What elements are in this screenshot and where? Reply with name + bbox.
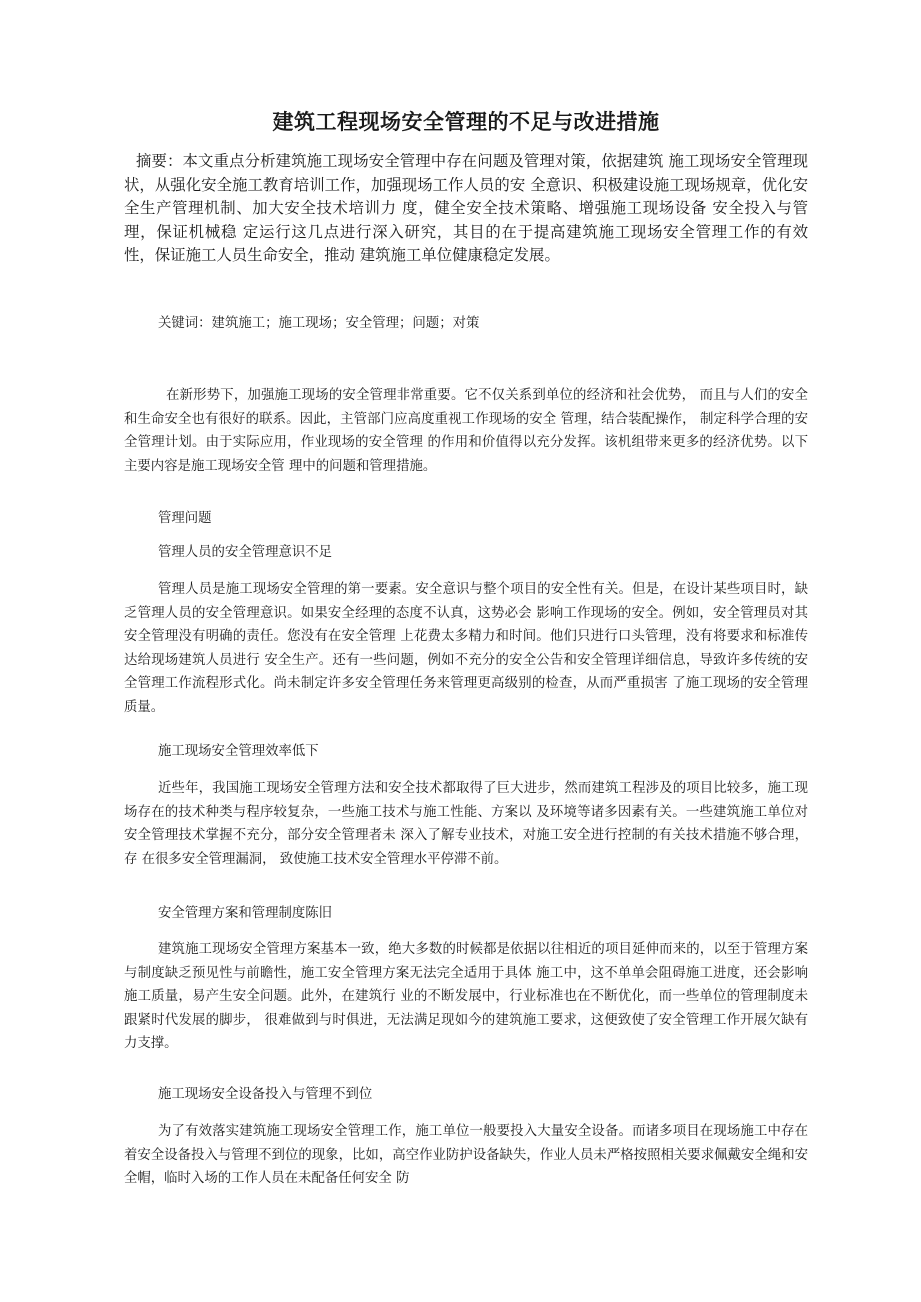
body-paragraph: 建筑施工现场安全管理方案基本一致，绝大多数的时候都是依据以往相近的项目延伸而来的，以至于管理方案与制度缺乏预见性与前瞻性，施工安全管理方案无法完全适用于具体 施工中，这不单单会阻碍施工进度，还会影响施工质量，易产生安全问题。此外，在建筑行 业的不断发展中，行业标准也在不断优化，而一些单位的管理制度未跟紧时代发展的脚步， 很难做到与时俱进，无法满足现如今的建筑施工要求，这便致使了安全管理工作开展欠缺有 力支撑。: [124, 942, 808, 1051]
body-paragraph: 近些年，我国施工现场安全管理方法和安全技术都取得了巨大进步，然而建筑工程涉及的项目比较多，施工现场存在的技术种类与程序较复杂，一些施工技术与施工性能、方案以 及环境等诸多因素有关。一些建筑施工单位对安全管理技术掌握不充分，部分安全管理者未 深入了解专业技术，对施工安全进行控制的有关技术措施不够合理，存 在很多安全管理漏洞， 致使施工技术安全管理水平停滞不前。: [124, 781, 808, 867]
intro-paragraph: 在新形势下，加强施工现场的安全管理非常重要。它不仅关系到单位的经济和社会优势， 而且与人们的安全和生命安全也有很好的联系。因此，主管部门应高度重视工作现场的安全 管理，结合装配操作， 制定科学合理的安全管理计划。由于实际应用，作业现场的安全管理 的作用和价值得以充分发挥。该机组带来更多的经济优势。以下主要内容是施工现场安全管 理中的问题和管理措施。: [124, 388, 808, 474]
abstract: 摘要：本文重点分析建筑施工现场安全管理中存在问题及管理对策，依据建筑 施工现场安全管理现状，从强化安全施工教育培训工作，加强现场工作人员的安 全意识、积极建设施工现场规章，优化安全生产管理机制、加大安全技术培训力 度，健全安全技术策略、增强施工现场设备 安全投入与管理，保证机械稳 定运行这几点进行深入研究，其目的在于提高建筑施工现场安全管理工作的有效 性，保证施工人员生命安全，推动 建筑施工单位健康稳定发展。: [124, 152, 808, 264]
subsection-heading: 管理人员的安全管理意识不足: [158, 545, 333, 560]
keywords: 关键词：建筑施工；施工现场；安全管理；问题；对策: [158, 316, 480, 331]
subsection-heading: 安全管理方案和管理制度陈旧: [158, 906, 333, 921]
body-paragraph: 管理人员是施工现场安全管理的第一要素。安全意识与整个项目的安全性有关。但是，在设计某些项目时，缺乏管理人员的安全管理意识。如果安全经理的态度不认真，这势必会 影响工作现场的安全。例如，安全管理员对其安全管理没有明确的责任。您没有在安全管理 上花费太多精力和时间。他们只进行口头管理，没有将要求和标准传达给现场建筑人员进行 安全生产。还有一些问题，例如不充分的安全公告和安全管理详细信息，导致许多传统的安 全管理工作流程形式化。尚未制定许多安全管理任务来管理更高级别的检查，从而严重损害 了施工现场的安全管理质量。: [124, 582, 808, 715]
document-title: 建筑工程现场安全管理的不足与改进措施: [272, 109, 660, 135]
subsection-heading: 施工现场安全管理效率低下: [158, 744, 319, 759]
section-heading: 管理问题: [158, 511, 212, 526]
body-paragraph: 为了有效落实建筑施工现场安全管理工作，施工单位一般要投入大量安全设备。而诸多项目在现场施工中存在着安全设备投入与管理不到位的现象，比如，高空作业防护设备缺失，作业人员未严格按照相关要求佩戴安全绳和安全帽，临时入场的工作人员在未配备任何安全 防: [124, 1124, 808, 1186]
subsection-heading: 施工现场安全设备投入与管理不到位: [158, 1087, 373, 1102]
